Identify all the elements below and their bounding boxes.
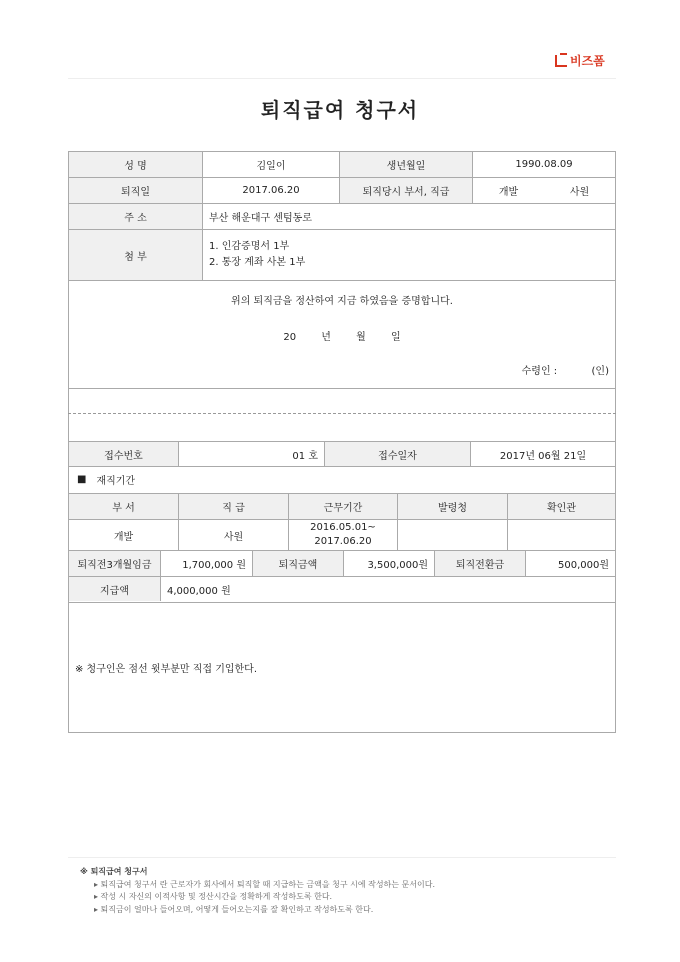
career-period	[288, 519, 397, 550]
brand-name: 비즈폼	[570, 54, 605, 68]
receipt-table	[68, 441, 616, 467]
recipient-label: 수령인 :	[521, 366, 558, 377]
footer-divider	[68, 857, 616, 858]
career-period-end: 2017.06.20	[314, 536, 372, 547]
footer-item: ▸ 퇴직급여 청구서 란 근로자가 회사에서 퇴직할 때 지급하는 금액을 청구 시에 작성하는 문서이다.	[94, 879, 436, 889]
retire-date-label: 퇴직일	[69, 177, 202, 203]
career-issuer	[397, 519, 507, 550]
retire-date-value: 2017.06.20	[202, 177, 339, 203]
note-box	[68, 602, 616, 733]
note-text: ※ 청구인은 점선 윗부분만 직접 기입한다.	[75, 664, 258, 675]
dept-name: 개발	[498, 187, 519, 198]
severance-label: 퇴직금액	[252, 550, 343, 576]
receipt-no-value: 01 호	[178, 442, 324, 466]
dept-label: 퇴직당시 부서, 직급	[339, 177, 472, 203]
name-label: 성 명	[69, 152, 202, 177]
date-line	[69, 328, 615, 343]
attach-item-2: 2. 통장 계좌 사본 1부	[209, 257, 306, 268]
birth-value: 1990.08.09	[472, 152, 615, 177]
career-header-rank: 직 급	[178, 493, 288, 519]
date-d: 일	[390, 332, 401, 343]
brand-logo	[555, 52, 605, 69]
career-rank: 사원	[178, 519, 288, 550]
receipt-no-label: 접수번호	[69, 442, 178, 466]
receipt-date-label: 접수일자	[324, 442, 470, 466]
address-value: 부산 해운대구 센텀동로	[202, 203, 615, 229]
avg-wage-value: 1,700,000 원	[160, 550, 252, 576]
dept-rank: 사원	[569, 187, 590, 198]
payment-label: 지급액	[69, 576, 160, 601]
address-label: 주 소	[69, 203, 202, 229]
footer-title: ※ 퇴직급여 청구서	[80, 867, 148, 876]
attach-label: 첨 부	[69, 229, 202, 280]
dept-value	[472, 177, 615, 203]
career-header-dept: 부 서	[69, 493, 178, 519]
attach-list	[202, 229, 615, 280]
career-header-checker: 확인관	[507, 493, 615, 519]
payment-value: 4,000,000 원	[160, 576, 615, 601]
receipt-date-value: 2017년 06월 21일	[470, 442, 615, 466]
signature-space-upper	[68, 388, 616, 414]
signature-space-lower	[68, 414, 616, 441]
info-table	[68, 151, 616, 281]
statement-text: 위의 퇴직금을 정산하여 지금 하였음을 증명합니다.	[231, 296, 453, 307]
statement-box	[68, 280, 616, 389]
attach-item-1: 1. 인감증명서 1부	[209, 241, 290, 252]
date-year: 20	[283, 332, 297, 343]
severance-value: 3,500,000원	[343, 550, 434, 576]
recipient-line	[522, 362, 609, 377]
career-header-issuer: 발령청	[397, 493, 507, 519]
logo-icon	[555, 55, 567, 67]
birth-label: 생년월일	[339, 152, 472, 177]
seal-mark: (인)	[591, 366, 609, 377]
avg-wage-label: 퇴직전3개월임금	[69, 550, 160, 576]
career-dept: 개발	[69, 519, 178, 550]
date-y: 년	[321, 332, 331, 343]
section-title: 재직기간	[96, 476, 136, 487]
page-title: 퇴직급여 청구서	[260, 98, 420, 122]
square-bullet-icon: ■	[77, 474, 87, 485]
career-checker	[507, 519, 615, 550]
top-divider	[68, 78, 616, 79]
conversion-label: 퇴직전환금	[434, 550, 525, 576]
footer-notes	[80, 866, 435, 916]
career-header-period: 근무기간	[288, 493, 397, 519]
date-m: 월	[356, 332, 366, 343]
name-value: 김일이	[202, 152, 339, 177]
conversion-value: 500,000원	[525, 550, 615, 576]
section-heading	[69, 466, 615, 493]
footer-item: ▸ 작성 시 자신의 이적사항 및 정산시간을 정확하게 작성하도록 한다.	[94, 892, 333, 901]
footer-item: ▸ 퇴직금이 얼마나 들어오며, 어떻게 들어오는지를 잘 확인하고 작성하도록 한다.	[94, 904, 374, 914]
career-period-start: 2016.05.01~	[310, 522, 376, 533]
career-table	[68, 466, 616, 603]
